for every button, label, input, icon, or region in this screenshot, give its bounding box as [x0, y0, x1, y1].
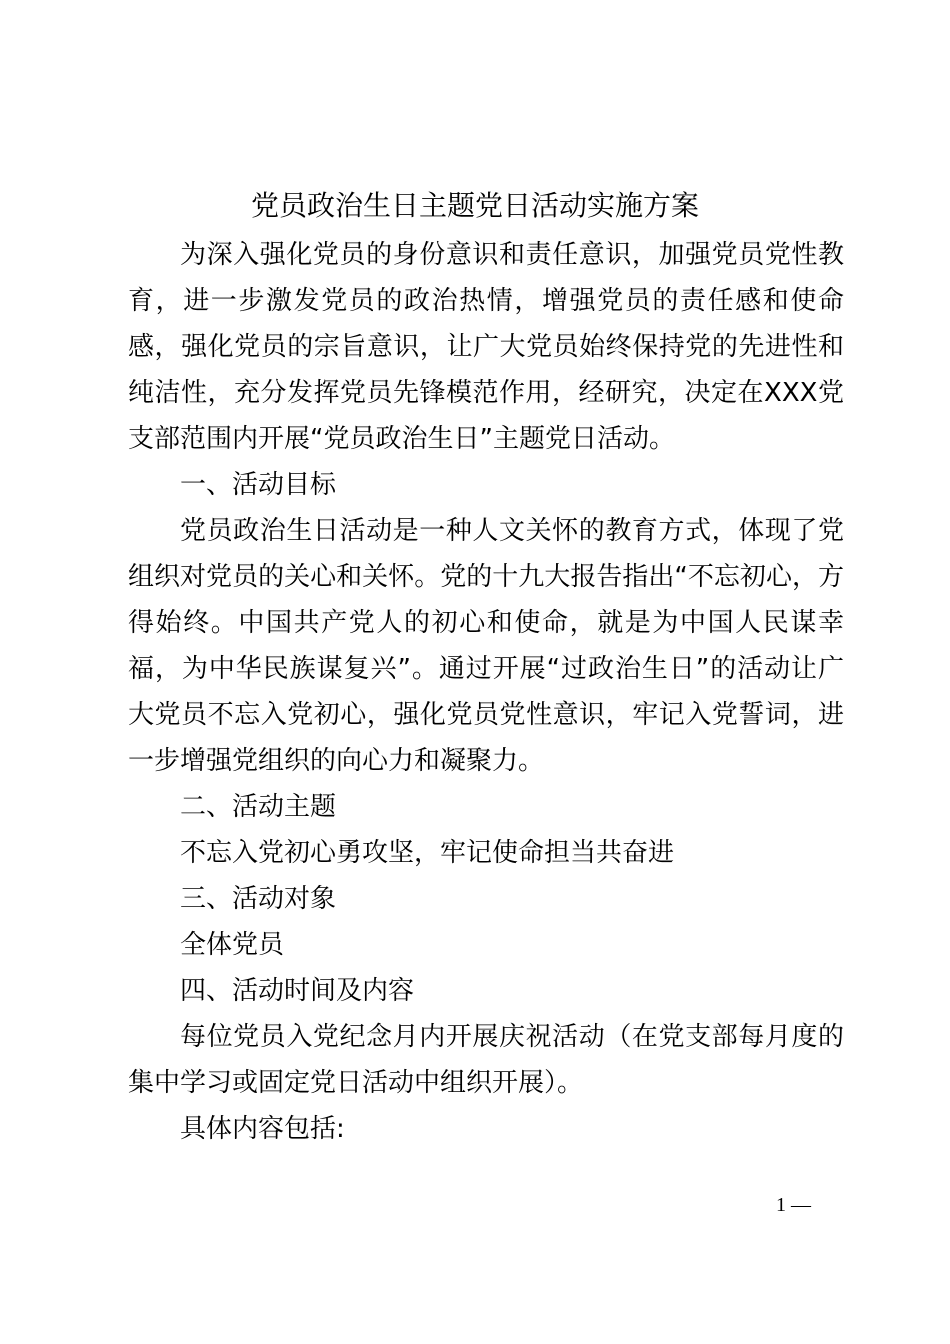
- intro-paragraph: 为深入强化党员的身份意识和责任意识，加强党员党性教育，进一步激发党员的政治热情，增强党员的责任感和使命感，强化党员的宗旨意识，让广大党员始终保持党的先进性和纯洁性，充分发挥党员先锋模范作用，经研究，决定在XXX党支部范围内开展“党员政治生日”主题党日活动。: [128, 240, 844, 454]
- section-heading-goals: 一、活动目标: [180, 470, 337, 500]
- goals-paragraph: 党员政治生日活动是一种人文关怀的教育方式，体现了党组织对党员的关心和关怀。党的十九大报告指出“不忘初心，方得始终。中国共产党人的初心和使命，就是为中国人民谋幸福，为中华民族谋复兴”。通过开展“过政治生日”的活动让广大党员不忘入党初心，强化党员党性意识，牢记入党誓词，进一步增强党组织的向心力和凝聚力。: [128, 516, 844, 776]
- section-heading-participants: 三、活动对象: [180, 884, 337, 914]
- section-heading-time-content: 四、活动时间及内容: [180, 976, 415, 1006]
- page-number: 1 —: [776, 1194, 811, 1216]
- participants-paragraph: 全体党员: [180, 930, 285, 960]
- document-title: 党员政治生日主题党日活动实施方案: [250, 189, 699, 222]
- document-body: [128, 232, 844, 1152]
- theme-paragraph: 不忘入党初心勇攻坚，牢记使命担当共奋进: [180, 838, 675, 868]
- section-heading-theme: 二、活动主题: [180, 792, 337, 822]
- details-lead-paragraph: 具体内容包括:: [180, 1114, 345, 1144]
- time-content-paragraph: 每位党员入党纪念月内开展庆祝活动（在党支部每月度的集中学习或固定党日活动中组织开展）。: [128, 1022, 844, 1098]
